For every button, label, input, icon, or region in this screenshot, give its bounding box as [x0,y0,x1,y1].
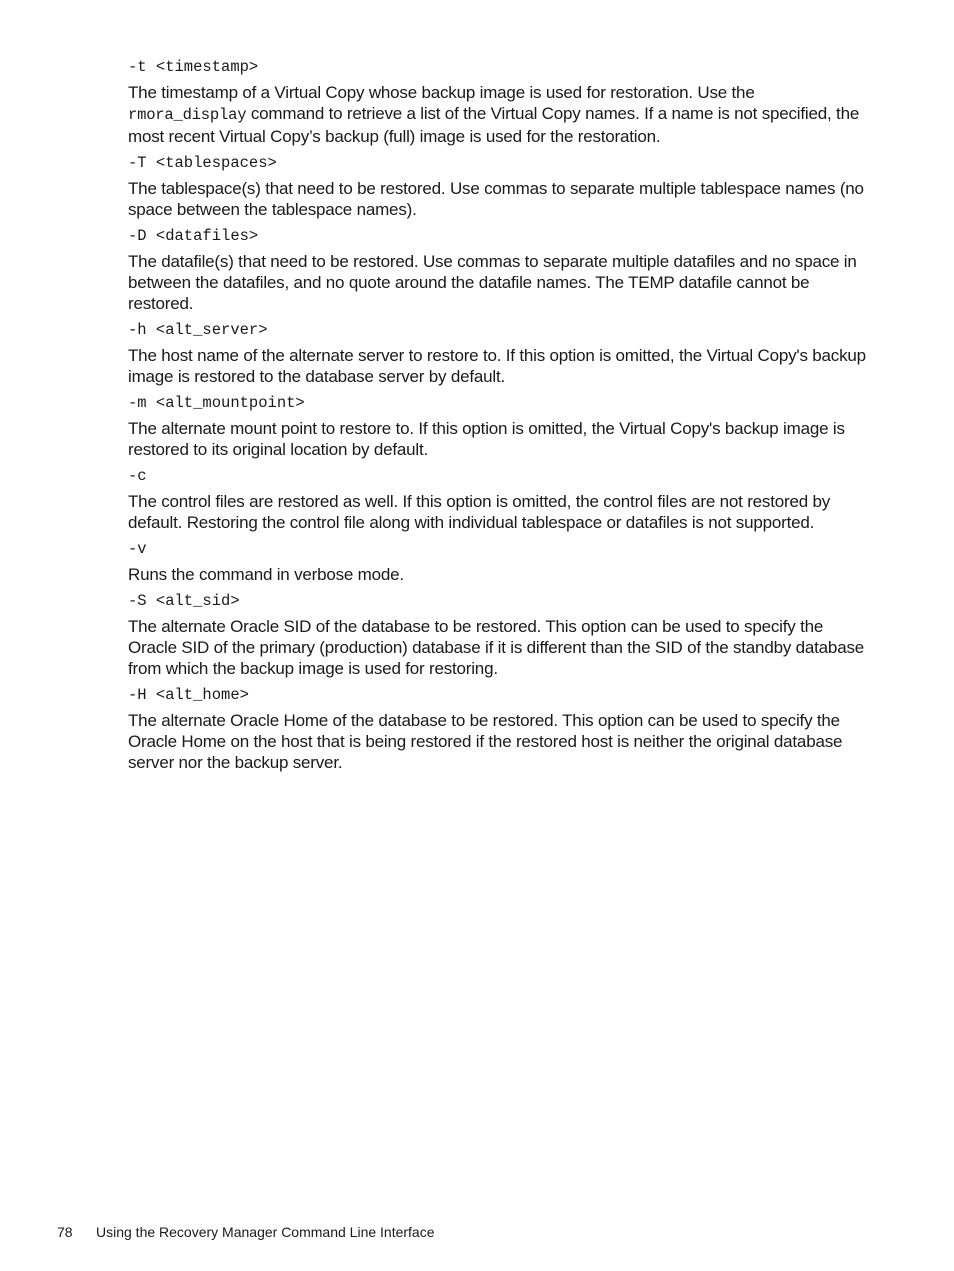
desc-text: command to retrieve a list of the Virtual Copy names. If a name is not specified, the most recent Virtual Copy’s backup (full) image is used for the restoration. [128,104,860,146]
option-desc-alt-sid: The alternate Oracle SID of the database to be restored. This option can be used to specify the Oracle SID of the primary (production) database if it is different than the SID of the standby database from which the backup image is used for restoring. [128,617,864,678]
option-desc-alt-home: The alternate Oracle Home of the database to be restored. This option can be used to specify the Oracle Home on the host that is being restored if the restored host is neither the original database server nor the backup server. [128,711,843,772]
option-desc-datafiles: The datafile(s) that need to be restored. Use commas to separate multiple datafiles and no space in between the datafiles, and no quote around the datafile names. The TEMP datafile cannot be restored. [128,252,857,313]
option-desc-verbose: Runs the command in verbose mode. [128,565,404,584]
page-number: 78 [57,1224,73,1240]
option-flag-timestamp: -t <timestamp> [128,58,259,76]
option-flag-alt-home: -H <alt_home> [128,686,249,704]
option-flag-tablespaces: -T <tablespaces> [128,154,277,172]
command-name: rmora_display [128,106,247,124]
option-flag-datafiles: -D <datafiles> [128,227,259,245]
option-desc-timestamp [128,82,870,147]
option-desc-alt-server: The host name of the alternate server to restore to. If this option is omitted, the Virtual Copy's backup image is restored to the database server by default. [128,346,866,386]
option-flag-alt-mountpoint: -m <alt_mountpoint> [128,394,305,412]
option-flag-alt-sid: -S <alt_sid> [128,592,240,610]
footer-section-title: Using the Recovery Manager Command Line Interface [96,1224,435,1240]
option-desc-control-files: The control files are restored as well. If this option is omitted, the control files are not restored by default. Restoring the control file along with individual tablespace or datafiles is not supported. [128,492,831,532]
option-flag-verbose: -v [128,540,147,558]
option-desc-alt-mountpoint: The alternate mount point to restore to. If this option is omitted, the Virtual Copy's backup image is restored to its original location by default. [128,419,845,459]
page-footer [57,1222,435,1242]
page-content [128,57,870,779]
option-desc-tablespaces: The tablespace(s) that need to be restored. Use commas to separate multiple tablespace names (no space between the tablespace names). [128,179,864,219]
desc-text: The timestamp of a Virtual Copy whose backup image is used for restoration. Use the [128,83,755,102]
option-flag-alt-server: -h <alt_server> [128,321,268,339]
option-flag-control-files: -c [128,467,147,485]
